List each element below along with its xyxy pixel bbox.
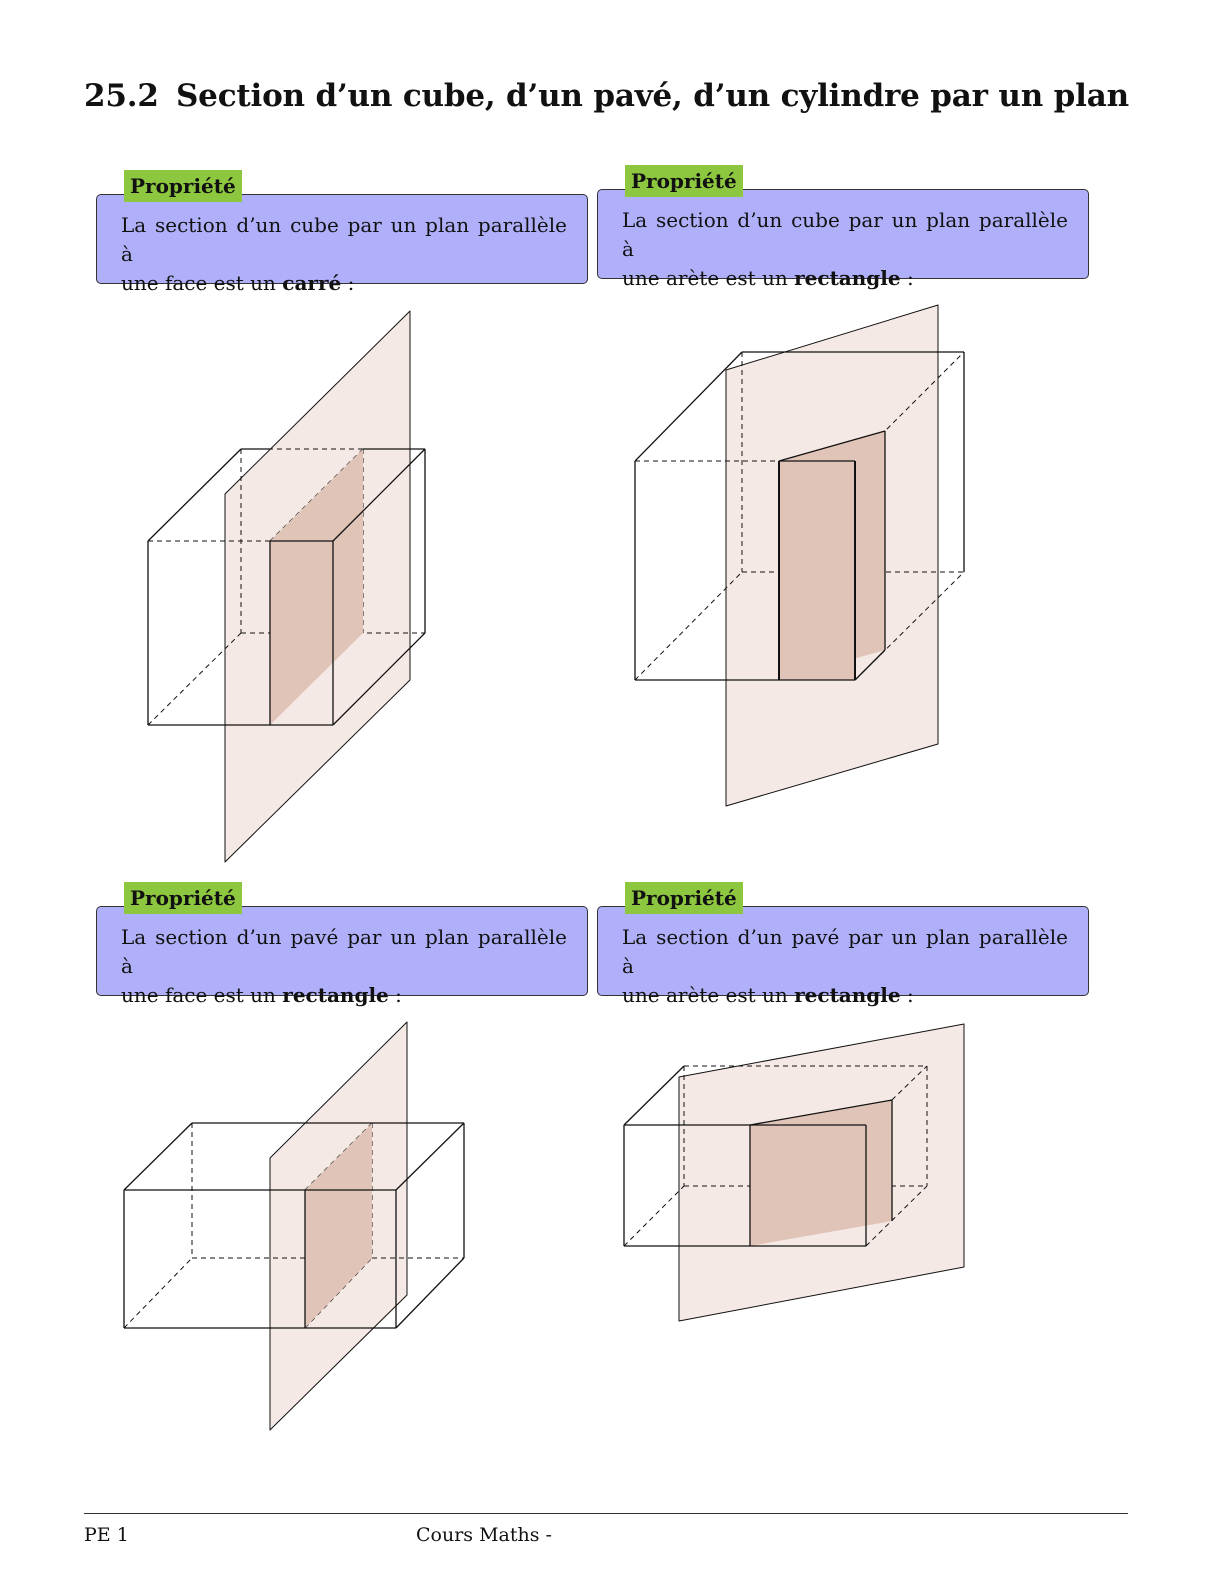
- property-line-2-start: une face est un: [121, 271, 283, 295]
- rectangle-section-front: [779, 461, 855, 680]
- property-line-2-start: une arète est un: [622, 266, 795, 290]
- section-number: 25.2: [84, 78, 159, 114]
- property-keyword: rectangle: [282, 983, 389, 1007]
- property-tag: Propriété: [625, 882, 743, 914]
- footer-rule: [84, 1513, 1128, 1514]
- property-line-2-end: :: [388, 983, 402, 1007]
- property-line-1: La section d’un pavé par un plan parallèle à: [622, 925, 1068, 978]
- property-tag: Propriété: [124, 882, 242, 914]
- property-line-2-end: :: [900, 266, 914, 290]
- property-line-1: La section d’un cube par un plan parallèle à: [121, 213, 567, 266]
- figure-cube-edge-section: [635, 305, 964, 806]
- property-tag: Propriété: [124, 170, 242, 202]
- property-keyword: rectangle: [794, 266, 901, 290]
- figure-cube-face-section: [148, 311, 425, 862]
- figure-pave-edge-section: [624, 1024, 964, 1321]
- section-heading: Section d’un cube, d’un pavé, d’un cylindre par un plan: [176, 78, 1129, 114]
- property-keyword: carré: [282, 271, 342, 295]
- property-line-2-end: :: [341, 271, 355, 295]
- property-line-2-start: une face est un: [121, 983, 283, 1007]
- footer-left: PE 1: [84, 1524, 129, 1546]
- property-line-2-end: :: [900, 983, 914, 1007]
- property-line-2-start: une arète est un: [622, 983, 795, 1007]
- property-tag: Propriété: [625, 165, 743, 197]
- figure-pave-face-section: [124, 1022, 464, 1430]
- property-keyword: rectangle: [794, 983, 901, 1007]
- property-line-1: La section d’un cube par un plan parallèle à: [622, 208, 1068, 261]
- footer-center: Cours Maths -: [416, 1524, 552, 1546]
- property-line-1: La section d’un pavé par un plan parallèle à: [121, 925, 567, 978]
